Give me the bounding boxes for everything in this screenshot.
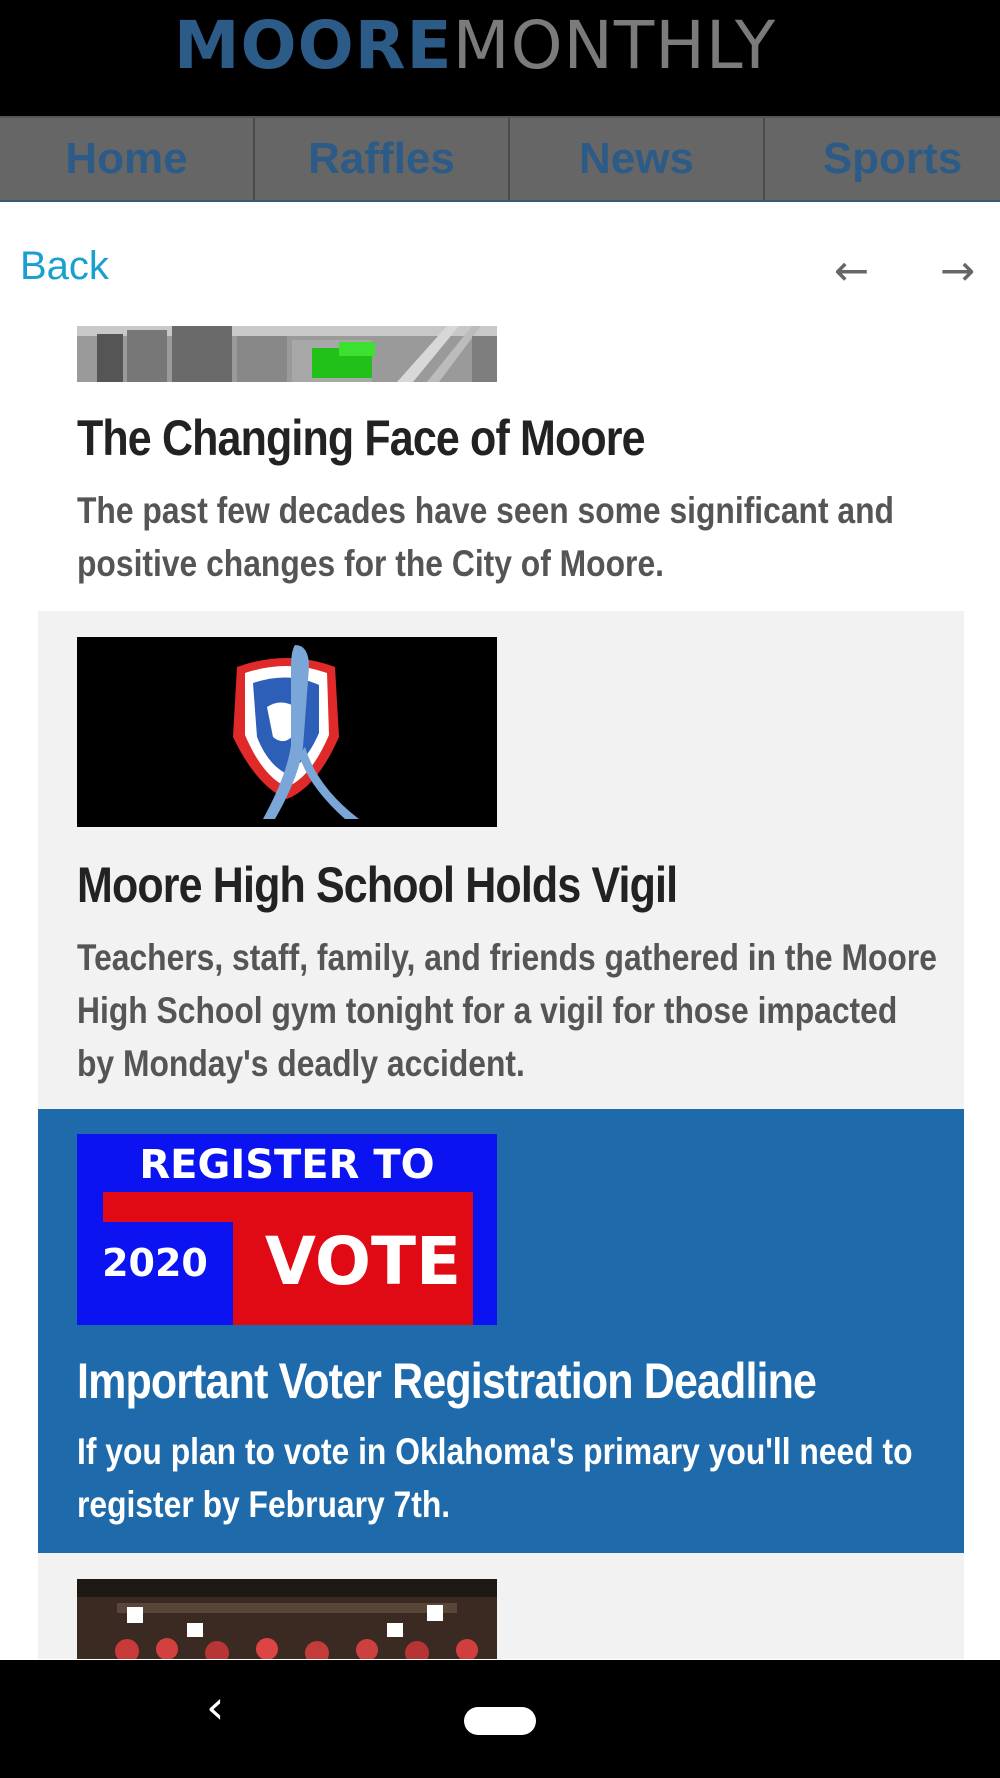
nav-sports[interactable]: Sports: [822, 134, 963, 183]
lion-ribbon-icon: [77, 637, 497, 827]
article-description: Teachers, staff, family, and friends gathered in the Moore High School gym tonight for a vigil for those impacted by Monday's deadly accident.: [77, 937, 937, 1084]
article-description: If you plan to vote in Oklahoma's primary you'll need to register by February 7th.: [77, 1431, 913, 1525]
nav-news[interactable]: News: [510, 118, 765, 200]
article-card[interactable]: [38, 611, 964, 1109]
article-card[interactable]: [38, 1553, 964, 1659]
featured-article-card[interactable]: [38, 1109, 964, 1553]
article-card[interactable]: [38, 326, 964, 610]
vote-text: VOTE: [264, 1223, 462, 1300]
app-header: [0, 0, 1000, 116]
article-description: The past few decades have seen some significant and positive changes for the City of Moore.: [77, 490, 894, 584]
site-logo[interactable]: [0, 7, 950, 84]
system-home-icon[interactable]: [464, 1707, 536, 1735]
logo-bold-text: MOORE: [173, 7, 453, 84]
article-title[interactable]: Important Voter Registration Deadline: [77, 1353, 817, 1409]
article-thumbnail[interactable]: [77, 1579, 497, 1659]
system-back-icon[interactable]: ‹: [206, 1680, 225, 1734]
year-text: 2020: [102, 1241, 208, 1285]
prev-arrow-icon[interactable]: ←: [834, 246, 870, 295]
back-link[interactable]: Back: [20, 244, 109, 288]
article-thumbnail[interactable]: [77, 326, 497, 382]
article-title[interactable]: The Changing Face of Moore: [77, 410, 645, 466]
main-nav: [0, 116, 1000, 202]
nav-home[interactable]: Home: [0, 118, 255, 200]
register-to-text: REGISTER TO: [139, 1142, 435, 1188]
article-title[interactable]: Moore High School Holds Vigil: [77, 857, 678, 913]
nav-raffles[interactable]: Raffles: [255, 118, 510, 200]
article-thumbnail[interactable]: [77, 1134, 497, 1325]
next-arrow-icon[interactable]: →: [940, 246, 976, 295]
article-thumbnail[interactable]: [77, 637, 497, 827]
logo-light-text: MONTHLY: [452, 7, 777, 84]
